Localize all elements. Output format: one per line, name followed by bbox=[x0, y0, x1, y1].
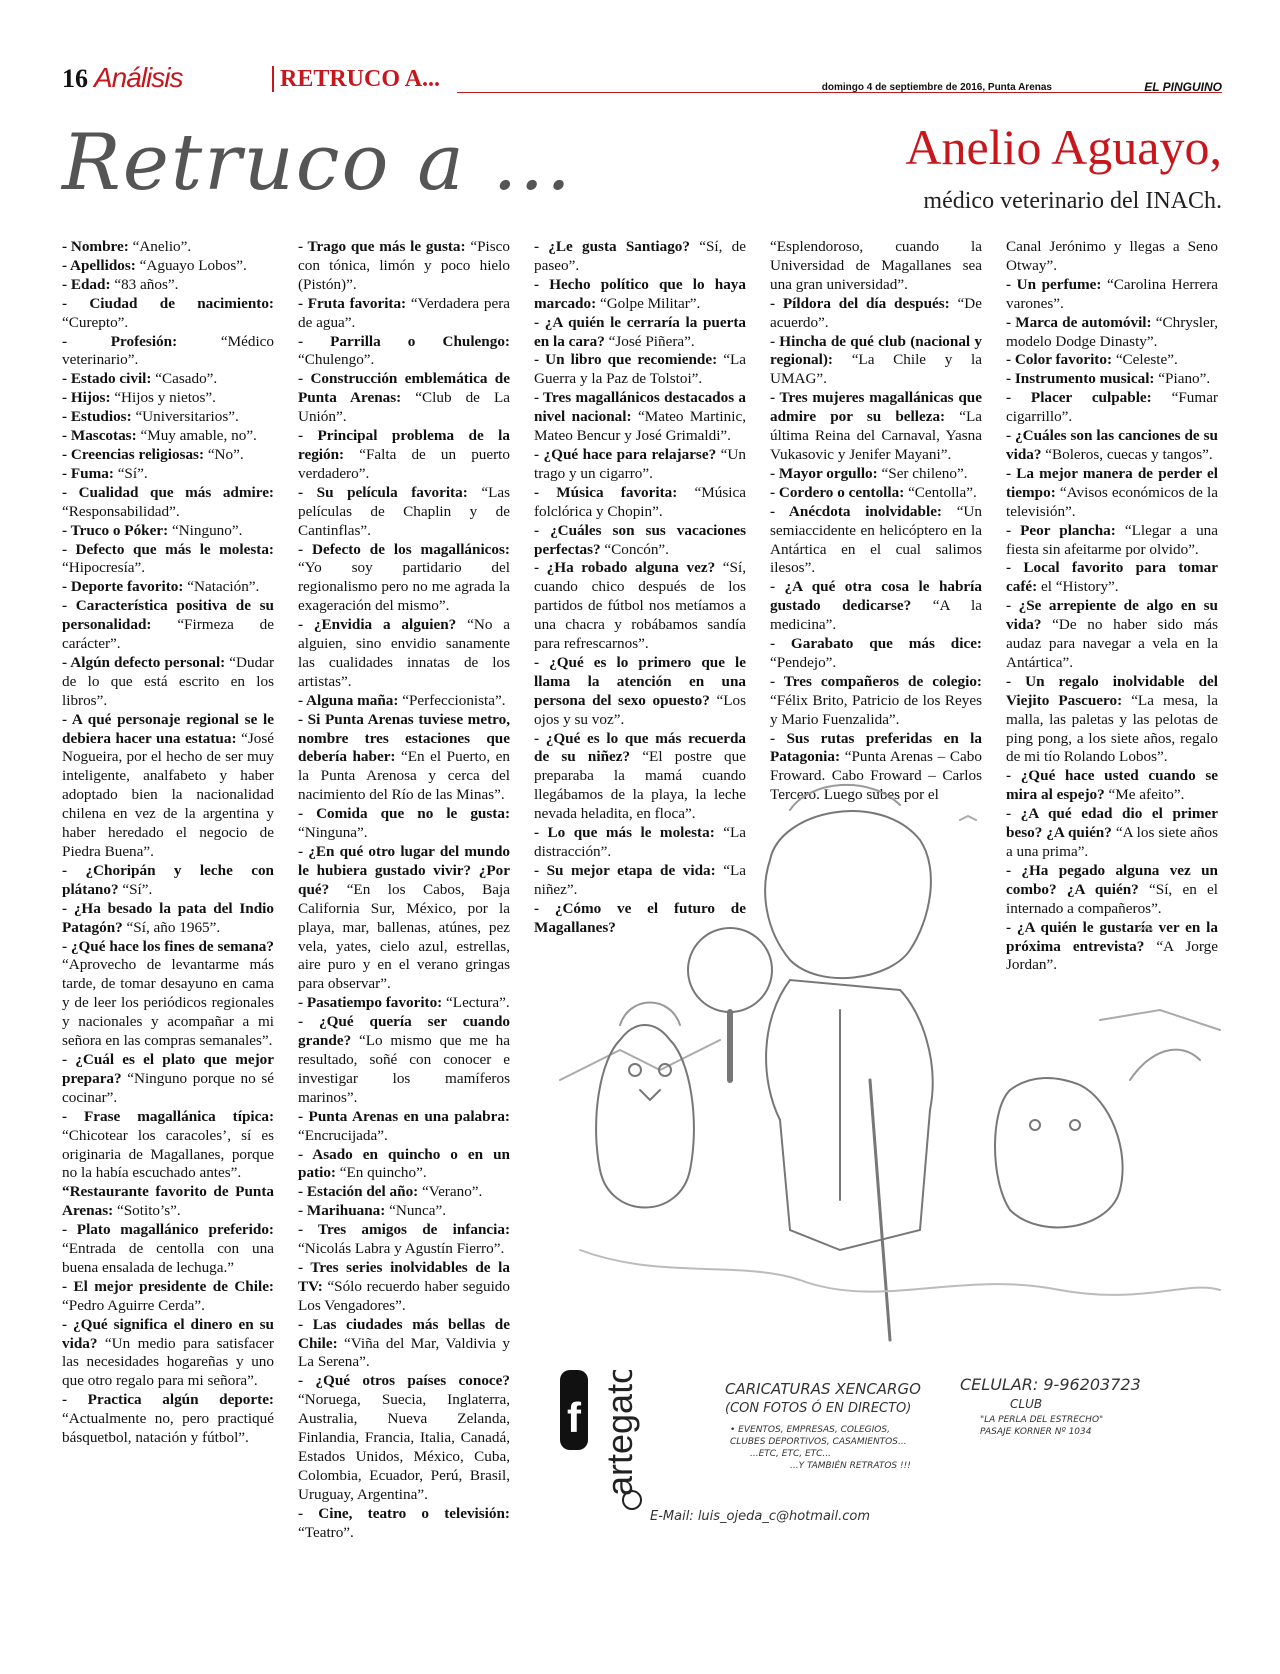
interview-question: - ¿Qué hace los fines de semana? bbox=[62, 937, 274, 955]
interview-question: - Alguna maña: bbox=[298, 691, 399, 709]
interview-question: - Profesión: bbox=[62, 332, 178, 350]
interview-item bbox=[770, 673, 982, 730]
interview-question: - Sus rutas preferidas en la Patagonia: bbox=[770, 729, 982, 766]
ad-email: E-Mail: luis_ojeda_c@hotmail.com bbox=[650, 1509, 871, 1524]
interview-item bbox=[298, 843, 510, 994]
interview-question: - ¿Qué es lo que más recuerda de su niñez? bbox=[534, 729, 746, 766]
interview-question: - Tres series inolvidables de la TV: bbox=[298, 1258, 510, 1295]
interview-question: - Su película favorita: bbox=[298, 483, 468, 501]
ad-line-4: CLUBES DEPORTIVOS, CASAMIENTOS... bbox=[730, 1437, 907, 1447]
interview-question: - ¿Cuál es el plato que mejor prepara? bbox=[62, 1050, 274, 1087]
interview-answer: “En los Cabos, Baja California Sur, México, por la playa, mar, ballenas, atúnes, pez vela, yates, cielo azul, estrellas, aire puro y en el verano gringas para observar”. bbox=[298, 880, 510, 993]
interview-item bbox=[770, 333, 982, 390]
interview-question: - Anécdota inolvidable: bbox=[770, 502, 942, 520]
interview-answer: “Chulengo”. bbox=[298, 351, 375, 369]
interview-answer: “Verano”. bbox=[418, 1183, 483, 1201]
interview-item bbox=[770, 389, 982, 465]
interview-item bbox=[770, 635, 982, 673]
interview-question: - La mejor manera de perder el tiempo: bbox=[1006, 464, 1218, 501]
interview-question: - ¿Ha besado la pata del Indio Patagón? bbox=[62, 899, 274, 936]
interview-question: - ¿Cuáles son las canciones de su vida? bbox=[1006, 427, 1218, 463]
interview-answer: “Chrysler, modelo Dodge Dinasty”. bbox=[1006, 313, 1218, 350]
interview-question: - Truco o Póker: bbox=[62, 521, 169, 539]
interview-question: - Música favorita: bbox=[534, 483, 678, 501]
interview-item bbox=[298, 541, 510, 617]
interview-item bbox=[62, 238, 274, 257]
interview-answer: “Los ojos y su voz”. bbox=[534, 691, 746, 728]
interview-answer: “El postre que preparaba la mamá cuando llegábamos de la playa, la leche nevada heladita, en floca”. bbox=[534, 748, 746, 823]
interview-question: - ¿Envidia a alguien? bbox=[298, 616, 457, 634]
interview-item bbox=[770, 465, 982, 484]
interview-item bbox=[770, 484, 982, 503]
interview-answer: “Sólo recuerdo haber seguido Los Vengadores”. bbox=[298, 1277, 510, 1314]
interview-item bbox=[62, 1221, 274, 1278]
interview-question: - Peor plancha: bbox=[1006, 521, 1116, 539]
interview-item bbox=[298, 805, 510, 843]
interview-question: - Instrumento musical: bbox=[1006, 370, 1155, 388]
interview-question: - Estación del año: bbox=[298, 1183, 419, 1201]
interviewee-name: Anelio Aguayo, bbox=[905, 119, 1222, 175]
interview-item bbox=[298, 1372, 510, 1504]
interview-item bbox=[62, 862, 274, 900]
ad-phone: CELULAR: 9-96203723 bbox=[960, 1375, 1141, 1394]
interview-answer: “Actualmente no, pero practiqué básquetbol, natación y fútbol”. bbox=[62, 1410, 274, 1447]
interview-item bbox=[298, 238, 510, 295]
interview-answer: “Hijos y nietos”. bbox=[110, 389, 216, 407]
interview-answer: “Me afeito”. bbox=[1104, 786, 1185, 804]
interview-item bbox=[1006, 370, 1218, 389]
interview-answer: “Un trago y un cigarro”. bbox=[534, 445, 746, 482]
interview-answer: “No”. bbox=[204, 445, 244, 463]
interview-item bbox=[770, 503, 982, 579]
interview-answer: “Casado”. bbox=[151, 370, 218, 388]
interview-question: - Practica algún deporte: bbox=[62, 1391, 274, 1409]
ad-brand: artegatoloco bbox=[599, 1370, 640, 1496]
interview-answer: “Pedro Aguirre Cerda”. bbox=[62, 1296, 205, 1314]
interview-item bbox=[298, 994, 510, 1013]
interview-item bbox=[298, 616, 510, 692]
interview-question: - Principal problema de la región: bbox=[298, 427, 510, 463]
interview-item bbox=[1006, 427, 1218, 465]
interview-answer: “Avisos económicos de la televisión”. bbox=[1006, 483, 1218, 520]
interview-item bbox=[62, 370, 274, 389]
interview-item bbox=[1006, 522, 1218, 560]
ad-line-3: • EVENTOS, EMPRESAS, COLEGIOS, bbox=[730, 1425, 890, 1435]
interview-question: - Plato magallánico preferido: bbox=[62, 1221, 274, 1239]
interview-answer: “Club de La Unión”. bbox=[298, 389, 510, 426]
interview-item bbox=[534, 351, 746, 389]
interview-answer: “Pendejo”. bbox=[770, 653, 837, 671]
interview-answer: “Aprovecho de levantarme más tarde, de tomar desayuno en cama y de leer los periódicos regionales y nacionales y acompañar a mi señora en las compras semanales”. bbox=[62, 956, 274, 1050]
interview-answer: Canal Jerónimo y llegas a Seno Otway”. bbox=[1006, 238, 1218, 274]
interview-question: - ¿A quién le cerraría la puerta en la cara? bbox=[534, 313, 746, 350]
interview-answer: “Nicolás Labra y Agustín Fierro”. bbox=[298, 1240, 505, 1258]
advertisement bbox=[560, 1370, 1220, 1590]
interview-question: - ¿Qué hace para relajarse? bbox=[534, 445, 717, 463]
interview-answer: “Verdadera pera de agua”. bbox=[298, 294, 510, 331]
interview-question: - Estado civil: bbox=[62, 370, 152, 388]
interview-answer: “La distracción”. bbox=[534, 824, 747, 860]
interview-answer: “Anelio”. bbox=[128, 238, 192, 255]
interview-question: - Defecto de los magallánicos: bbox=[298, 540, 510, 558]
interview-question: - Deporte favorito: bbox=[62, 578, 184, 596]
magnifying-glass-icon bbox=[688, 928, 772, 1012]
interview-answer: “En quincho”. bbox=[335, 1164, 427, 1182]
interview-question: - ¿Cómo ve el futuro de Magallanes? bbox=[534, 899, 746, 936]
text-column-4 bbox=[770, 238, 982, 805]
ad-club: CLUB bbox=[1010, 1397, 1043, 1411]
interview-answer: “Ser chileno”. bbox=[877, 464, 968, 482]
interview-answer: “Sí”. bbox=[118, 880, 153, 898]
interview-question: - Local favorito para tomar café: bbox=[1006, 559, 1218, 596]
interview-item bbox=[1006, 314, 1218, 352]
interview-answer: “Lectura”. bbox=[442, 994, 510, 1012]
interview-question: - Defecto que más le molesta: bbox=[62, 540, 274, 558]
interview-question: - ¿Choripán y leche con plátano? bbox=[62, 861, 274, 898]
interview-answer: “Un medio para satisfacer las necesidades hogareñas y uno que otro regalo para mi señora”. bbox=[62, 1334, 274, 1390]
interview-answer: “Félix Brito, Patricio de los Reyes y Mario Fuenzalida”. bbox=[770, 691, 982, 728]
page-number: 16 bbox=[62, 64, 88, 93]
ad-line-1: CARICATURAS XENCARGO bbox=[725, 1380, 921, 1398]
interview-answer: “José Piñera”. bbox=[604, 332, 695, 350]
interview-answer: “Sotito’s”. bbox=[113, 1202, 181, 1220]
interview-question: - Cordero o centolla: bbox=[770, 483, 905, 501]
interview-answer: “Curepto”. bbox=[62, 313, 129, 331]
interview-item bbox=[534, 389, 746, 446]
interview-answer: “Piano”. bbox=[1154, 370, 1211, 388]
interview-item bbox=[298, 1505, 510, 1543]
interview-answer: “Ninguno”. bbox=[168, 521, 243, 539]
interview-question: - Hincha de qué club (nacional y regional): bbox=[770, 332, 982, 369]
ad-artwork bbox=[560, 1370, 1220, 1590]
interview-item bbox=[62, 1108, 274, 1184]
interview-item bbox=[62, 654, 274, 711]
interview-item bbox=[534, 522, 746, 560]
interview-question: - Parrilla o Chulengo: bbox=[298, 332, 510, 350]
interview-item bbox=[62, 333, 274, 371]
interview-answer: “Dudar de lo que está escrito en los libros”. bbox=[62, 653, 274, 709]
interview-question: - Su mejor etapa de vida: bbox=[534, 861, 716, 879]
caricature-illustration bbox=[540, 780, 1230, 1440]
interview-item bbox=[1006, 597, 1218, 673]
interview-question: - Tres mujeres magallánicas que admire por su belleza: bbox=[770, 389, 982, 426]
ad-place-2: PASAJE KORNER Nº 1034 bbox=[980, 1427, 1092, 1437]
interview-answer: “De acuerdo”. bbox=[770, 294, 982, 331]
interview-item bbox=[534, 654, 746, 730]
interview-question: - Cualidad que más admire: bbox=[62, 483, 274, 501]
interview-item bbox=[62, 465, 274, 484]
interview-answer: “Sí, de paseo”. bbox=[534, 238, 746, 274]
interview-item bbox=[62, 522, 274, 541]
interview-question: - Frase magallánica típica: bbox=[62, 1107, 274, 1125]
interview-question: - Pasatiempo favorito: bbox=[298, 994, 443, 1012]
interview-item bbox=[298, 333, 510, 371]
interview-item bbox=[62, 295, 274, 333]
interview-item bbox=[62, 408, 274, 427]
interview-answer: “La Chile y la UMAG”. bbox=[770, 351, 982, 388]
interview-question: “Restaurante favorito de Punta Arenas: bbox=[62, 1183, 274, 1220]
interview-item bbox=[1006, 389, 1218, 427]
interview-question: - Asado en quincho o en un patio: bbox=[298, 1145, 510, 1182]
interview-answer: “Celeste”. bbox=[1112, 351, 1178, 369]
interview-item bbox=[62, 900, 274, 938]
interview-answer: “Sí, año 1965”. bbox=[122, 918, 221, 936]
interview-question: - Característica positiva de su personalidad: bbox=[62, 597, 274, 634]
interview-item bbox=[62, 597, 274, 654]
interview-item bbox=[62, 541, 274, 579]
interview-answer: “A la medicina”. bbox=[770, 597, 982, 634]
interview-answer: “83 años”. bbox=[110, 275, 179, 293]
interview-answer: el “History”. bbox=[1037, 578, 1119, 596]
seal-icon bbox=[995, 1078, 1123, 1227]
section-label: Análisis bbox=[94, 62, 183, 93]
interview-answer: “Lo mismo que me ha resultado, soñé con conocer e investigar los mamíferos marinos”. bbox=[298, 1032, 510, 1106]
interview-answer: “La mesa, la malla, las paletas y las pelotas de ping pong, a los siete años, regalo de mi tío Rolando Lobos”. bbox=[1006, 691, 1218, 766]
interview-answer: “Esplendoroso, cuando la Universidad de Magallanes sea una gran universidad”. bbox=[770, 238, 982, 293]
interview-question: - Estudios: bbox=[62, 408, 132, 426]
interview-answer: “Fumar cigarrillo”. bbox=[1006, 389, 1218, 426]
interview-item bbox=[298, 1316, 510, 1373]
interview-question: - Placer culpable: bbox=[1006, 389, 1152, 407]
interview-question: - Un libro que recomiende: bbox=[534, 351, 718, 369]
interview-question: - Hijos: bbox=[62, 389, 111, 407]
interview-answer: “A los siete años a una prima”. bbox=[1006, 824, 1219, 860]
interview-answer: “Falta de un puerto verdadero”. bbox=[298, 445, 510, 482]
interview-item bbox=[62, 1051, 274, 1108]
interview-question: - ¿Cuáles son sus vacaciones perfectas? bbox=[534, 521, 746, 558]
doctor-head bbox=[765, 811, 931, 978]
interview-item bbox=[534, 559, 746, 654]
interview-answer: “La Guerra y la Paz de Tolstoi”. bbox=[534, 351, 746, 388]
interview-item bbox=[534, 484, 746, 522]
interview-question: - Mascotas: bbox=[62, 427, 137, 445]
interview-item bbox=[298, 427, 510, 484]
interview-question: - Punta Arenas en una palabra: bbox=[298, 1107, 510, 1125]
interview-item bbox=[62, 578, 274, 597]
issue-date: domingo 4 de septiembre de 2016, Punta Arenas bbox=[821, 82, 1052, 93]
ad-line-6: ...Y TAMBIÉN RETRATOS !!! bbox=[790, 1461, 911, 1471]
interview-answer: “Golpe Militar”. bbox=[596, 294, 701, 312]
interview-question: - Tres amigos de infancia: bbox=[298, 1221, 510, 1239]
interview-question: - ¿Ha robado alguna vez? bbox=[534, 559, 716, 577]
interview-question: - ¿Ha pegado alguna vez un combo? ¿A quién? bbox=[1006, 861, 1218, 898]
interview-answer: “Ninguna”. bbox=[298, 824, 368, 842]
interview-question: - Lo que más le molesta: bbox=[534, 824, 715, 842]
interview-answer: “Las películas de Chaplin y de Cantinflas”. bbox=[298, 483, 510, 539]
interview-answer: “La última Reina del Carnaval, Yasna Vukasovic y Jenifer Mayani”. bbox=[770, 408, 982, 463]
interview-question: - Color favorito: bbox=[1006, 351, 1113, 369]
interview-answer: “Hipocresía”. bbox=[62, 559, 146, 577]
interview-item bbox=[298, 1108, 510, 1146]
interview-item bbox=[1006, 238, 1218, 276]
interview-answer: “Muy amable, no”. bbox=[136, 427, 257, 445]
interview-answer: “Teatro”. bbox=[298, 1523, 354, 1541]
interview-answer: “Viña del Mar, Valdivia y La Serena”. bbox=[298, 1334, 510, 1371]
interview-item bbox=[62, 1278, 274, 1316]
interview-question: - Nombre: bbox=[62, 238, 129, 255]
ad-line-2: (CON FOTOS Ó EN DIRECTO) bbox=[725, 1401, 912, 1416]
interview-question: - Fruta favorita: bbox=[298, 294, 407, 312]
interview-answer: “Sí”. bbox=[113, 464, 148, 482]
interview-item bbox=[62, 711, 274, 862]
interview-answer: “Sí, en el internado a compañeros”. bbox=[1006, 880, 1218, 917]
interview-question: - ¿Qué significa el dinero en su vida? bbox=[62, 1315, 274, 1352]
interview-item bbox=[62, 1391, 274, 1448]
interview-question: - ¿Se arrepiente de algo en su vida? bbox=[1006, 597, 1218, 634]
interview-answer: “Llegar a una fiesta sin afeitarme por olvido”. bbox=[1006, 521, 1218, 558]
interview-question: - Construcción emblemática de Punta Arenas: bbox=[298, 370, 510, 407]
ad-line-5: ...ETC, ETC, ETC... bbox=[750, 1449, 832, 1459]
interview-answer: “Ninguno porque no sé cocinar”. bbox=[62, 1069, 274, 1106]
interview-item bbox=[62, 1183, 274, 1221]
header-divider bbox=[272, 66, 274, 92]
interview-question: - ¿A qué otra cosa le habría gustado dedicarse? bbox=[770, 578, 982, 615]
interview-answer: “Aguayo Lobos”. bbox=[135, 256, 247, 274]
interview-item bbox=[298, 370, 510, 427]
interview-question: - El mejor presidente de Chile: bbox=[62, 1277, 274, 1295]
interview-item bbox=[62, 446, 274, 465]
interview-answer: “La niñez”. bbox=[534, 861, 746, 898]
interview-question: - Un regalo inolvidable del Viejito Pascuero: bbox=[1006, 672, 1218, 709]
interview-question: - Un perfume: bbox=[1006, 275, 1102, 293]
interview-answer: “A Jorge Jordan”. bbox=[1006, 937, 1218, 974]
interview-answer: “Sí, cuando chico después de los partidos de fútbol nos metíamos a una chacra y robábamos sandía para refrescarnos”. bbox=[534, 559, 746, 653]
interview-item bbox=[298, 295, 510, 333]
interview-item bbox=[298, 711, 510, 806]
interview-item bbox=[1006, 673, 1218, 768]
interview-answer: “Entrada de centolla con una buena ensalada de lechuga.” bbox=[62, 1240, 274, 1276]
interview-question: - ¿En qué otro lugar del mundo le hubiera gustado vivir? ¿Por qué? bbox=[298, 843, 510, 898]
interview-question: - Marihuana: bbox=[298, 1202, 386, 1220]
interview-answer: “José Nogueira, por el hecho de ser muy inteligente, analfabeto y haber adoptado bien la nacionalidad chilena en vez de la argentina y haber heredado el negocio de Piedra Buena”. bbox=[62, 729, 274, 860]
interview-answer: “Mateo Martinic, Mateo Bencur y José Grimaldi”. bbox=[534, 408, 746, 445]
interview-item bbox=[1006, 559, 1218, 597]
interview-item bbox=[62, 257, 274, 276]
interview-question: - Píldora del día después: bbox=[770, 294, 950, 312]
interview-item bbox=[298, 1221, 510, 1259]
interview-question: - Algún defecto personal: bbox=[62, 653, 226, 671]
interview-question: - Fuma: bbox=[62, 464, 114, 482]
interview-question: - A qué personaje regional se le debiera hacer una estatua: bbox=[62, 710, 274, 747]
interview-item bbox=[298, 1202, 510, 1221]
interview-item bbox=[62, 276, 274, 295]
interview-item bbox=[298, 1013, 510, 1108]
interview-question: - Apellidos: bbox=[62, 256, 136, 274]
interview-answer: “Noruega, Suecia, Inglaterra, Australia, Nueva Zelanda, Finlandia, Francia, Italia, Canadá, Estados Unidos, México, Cuba, Colombia, Ecuador, Perú, Brasil, Uruguay, Argentina”. bbox=[298, 1391, 510, 1503]
interview-answer: “Punta Arenas – Cabo Froward. Cabo Froward – Carlos Tercero. Luego subes por el bbox=[770, 748, 982, 804]
interview-question: - Si Punta Arenas tuviese metro, nombre tres estaciones que debería haber: bbox=[298, 710, 510, 766]
interview-question: - ¿Qué otros países conoce? bbox=[298, 1372, 510, 1390]
interview-item bbox=[298, 484, 510, 541]
interview-item bbox=[770, 295, 982, 333]
interview-question: - Hecho político que lo haya marcado: bbox=[534, 275, 746, 312]
interview-question: - Tres magallánicos destacados a nivel nacional: bbox=[534, 389, 746, 426]
interview-item bbox=[1006, 351, 1218, 370]
newspaper-name: EL PINGUINO bbox=[1144, 80, 1222, 94]
interview-item bbox=[1006, 465, 1218, 522]
interview-question: - Mayor orgullo: bbox=[770, 464, 878, 482]
penguin-icon bbox=[596, 1025, 694, 1208]
interview-question: - Marca de automóvil: bbox=[1006, 313, 1152, 331]
interview-answer: “No a alguien, sino envidio sanamente las cualidades innatas de los artistas”. bbox=[298, 616, 511, 690]
facebook-glyph: f bbox=[567, 1394, 581, 1441]
interviewee-role: médico veterinario del INACh. bbox=[923, 188, 1222, 214]
interview-item bbox=[534, 314, 746, 352]
interview-question: - Cine, teatro o televisión: bbox=[298, 1504, 510, 1522]
interview-question: - Comida que no le gusta: bbox=[298, 805, 510, 823]
interview-question: - ¿A qué edad dio el primer beso? ¿A quién? bbox=[1006, 805, 1218, 842]
interview-item bbox=[1006, 276, 1218, 314]
interview-question: - ¿Qué es lo primero que le llama la atención en una persona del sexo opuesto? bbox=[534, 653, 746, 709]
interview-question: - ¿Qué quería ser cuando grande? bbox=[298, 1013, 510, 1050]
interview-answer: “Natación”. bbox=[183, 578, 260, 596]
doctor-body bbox=[766, 980, 933, 1250]
interview-question: - Tres compañeros de colegio: bbox=[770, 672, 982, 690]
interview-answer: “Boleros, cuecas y tangos”. bbox=[1041, 445, 1213, 463]
interview-question: - Creencias religiosas: bbox=[62, 445, 205, 463]
interview-item bbox=[534, 238, 746, 276]
interview-item bbox=[62, 938, 274, 1051]
interview-item bbox=[62, 484, 274, 522]
interview-answer: “Chicotear los caracoles’, sí es originaria de Magallanes, porque no la había escuchado antes”. bbox=[62, 1126, 274, 1182]
interview-question: - Ciudad de nacimiento: bbox=[62, 294, 274, 312]
interview-item bbox=[770, 578, 982, 635]
interview-answer: “Música folclórica y Chopin”. bbox=[534, 483, 747, 520]
interview-item bbox=[298, 1259, 510, 1316]
interview-answer: “Yo soy partidario del regionalismo pero no me agrada la exageración del mismo”. bbox=[298, 559, 510, 615]
interview-item bbox=[62, 389, 274, 408]
interview-answer: “Perfeccionista”. bbox=[398, 691, 506, 709]
interview-answer: “Encrucijada”. bbox=[298, 1126, 388, 1144]
interview-question: - Las ciudades más bellas de Chile: bbox=[298, 1315, 510, 1352]
interview-question: - Trago que más le gusta: bbox=[298, 238, 466, 255]
text-column-1 bbox=[62, 238, 274, 1448]
interview-answer: “Carolina Herrera varones”. bbox=[1006, 275, 1219, 312]
interview-item bbox=[62, 427, 274, 446]
interview-answer: “Concón”. bbox=[600, 540, 669, 558]
interview-item bbox=[298, 1183, 510, 1202]
interview-item bbox=[298, 692, 510, 711]
interview-question: - ¿A quién le gustaría ver en la próxima entrevista? bbox=[1006, 918, 1218, 955]
interview-answer: “Médico veterinario”. bbox=[62, 332, 274, 369]
section-kicker: RETRUCO A... bbox=[280, 66, 441, 92]
interview-answer: “Un semiaccidente en helicóptero en la Antártica en el cual salimos ilesos”. bbox=[770, 502, 982, 577]
interview-item bbox=[62, 1316, 274, 1392]
interview-item bbox=[770, 238, 982, 295]
interview-question: - ¿Le gusta Santiago? bbox=[534, 238, 690, 255]
script-title: Retruco a ... bbox=[62, 118, 573, 208]
interview-answer: “Responsabilidad”. bbox=[62, 502, 180, 520]
interview-question: - Garabato que más dice: bbox=[770, 635, 982, 653]
interview-answer: “De no haber sido más audaz para navegar a vela en la Antártica”. bbox=[1006, 616, 1218, 671]
interview-question: - ¿Qué hace usted cuando se mira al espejo? bbox=[1006, 767, 1218, 804]
interview-answer: “En el Puerto, en la Punta Arenosa y cerca del nacimiento del Río de las Minas”. bbox=[298, 748, 510, 804]
interview-item bbox=[534, 446, 746, 484]
interview-question: - Edad: bbox=[62, 275, 111, 293]
interview-answer: “Firmeza de carácter”. bbox=[62, 616, 274, 653]
interview-item bbox=[298, 1146, 510, 1184]
page-header bbox=[62, 64, 1222, 96]
interview-answer: “Centolla”. bbox=[904, 483, 977, 501]
interview-answer: “Pisco con tónica, limón y poco hielo (Pistón)”. bbox=[298, 238, 511, 293]
interview-answer: “Universitarios”. bbox=[131, 408, 239, 426]
text-column-2 bbox=[298, 238, 510, 1543]
ad-place-1: "LA PERLA DEL ESTRECHO" bbox=[980, 1415, 1104, 1425]
interview-answer: “Nunca”. bbox=[385, 1202, 447, 1220]
interview-item bbox=[534, 276, 746, 314]
